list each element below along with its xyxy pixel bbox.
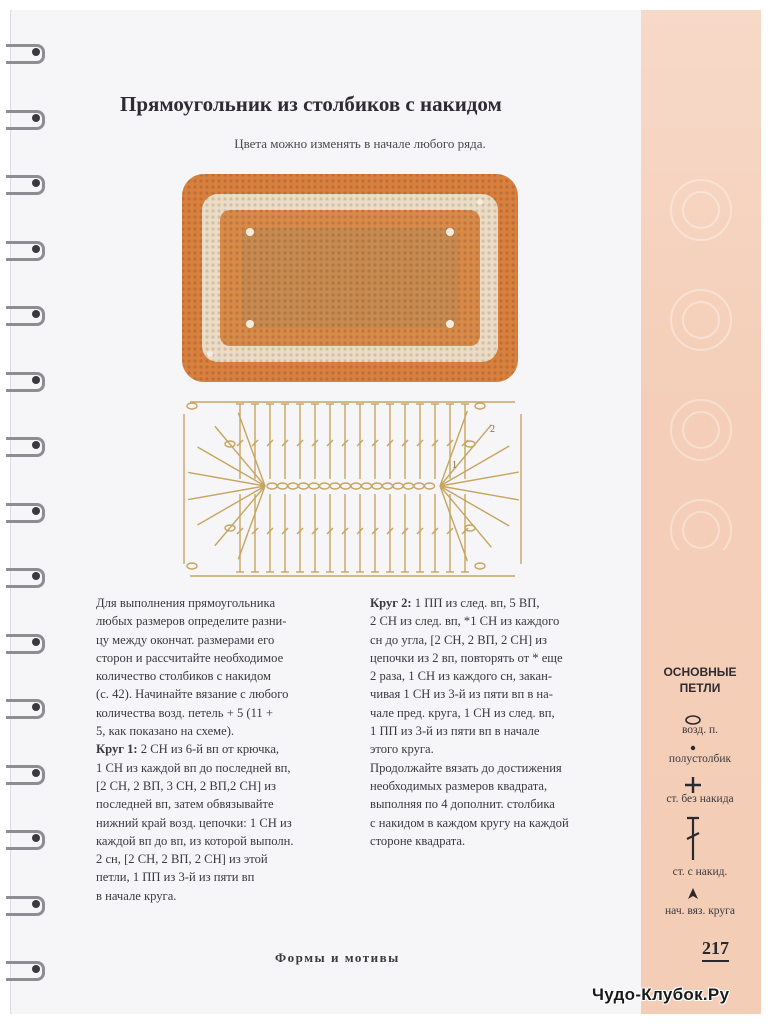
continue-line-4: стороне квадрата.	[370, 833, 466, 848]
round2-line-0: 1 ПП из след. вп, 5 ВП,	[411, 596, 540, 610]
round2-label: Круг 2:	[370, 596, 412, 610]
left-column-line-5: (с. 42). Начинайте вязание с любого	[96, 687, 289, 702]
round1-line-1: 1 СН из каждой вп до последней вп,	[96, 760, 291, 775]
page-subtitle: Цвета можно изменять в начале любого ряда.	[234, 136, 486, 151]
round2-line-3: цепочки из 2 вп, повторять от * еще	[370, 650, 563, 665]
round1-line-4: нижний край возд. цепочки: 1 СН из	[96, 815, 292, 830]
legend-title-line2: ПЕТЛИ	[679, 681, 721, 695]
instructions-right-column	[370, 594, 620, 850]
continue-line-1: необходимых размеров квадрата,	[370, 778, 548, 793]
left-column-line-3: сторон и рассчитайте необходимое	[96, 650, 284, 665]
crochet-rectangle-photo	[180, 172, 520, 384]
spiral-ring	[6, 961, 45, 981]
spiral-ring	[6, 896, 45, 916]
round2-line-1: 2 СН из след. вп, *1 СН из каждого	[370, 614, 560, 629]
round2-line-7: 1 ПП из 3-й из пяти вп в начале	[370, 724, 540, 739]
continue-line-0: Продолжайте вязать до достижения	[370, 760, 562, 775]
page-number: 217	[702, 938, 729, 962]
legend-label-start: нач. вяз. круга	[665, 905, 735, 917]
spiral-ring	[6, 503, 45, 523]
plus-sc-icon	[678, 775, 708, 795]
spiral-ring	[6, 699, 45, 719]
spiral-ring	[6, 437, 45, 457]
round2-line-6: чале пред. круга, 1 СН из след. вп,	[370, 705, 555, 720]
left-column-line-6: количества возд. петель + 5 (11 +	[96, 705, 273, 720]
legend-label-slip: полустолбик	[668, 753, 732, 765]
spiral-ring	[6, 830, 45, 850]
spiral-ring	[6, 110, 45, 130]
instructions-left-column	[96, 594, 344, 905]
round2-line-4: 2 раза, 1 СН из каждого сн, закан-	[370, 669, 553, 684]
spiral-ring	[6, 241, 45, 261]
round1-line-7: петли, 1 ПП из 3-й из пяти вп	[96, 870, 255, 885]
round1-line-6: 2 сн, [2 СН, 2 ВП, 2 СН] из этой	[96, 852, 268, 867]
spiral-binding	[0, 30, 50, 1010]
round-1-label: 1	[452, 460, 457, 471]
spiral-ring	[6, 765, 45, 785]
round2-line-2: сн до угла, [2 СН, 2 ВП, 2 СН] из	[370, 632, 547, 647]
round1-line-8: в начале круга.	[96, 888, 177, 903]
spiral-ring	[6, 372, 45, 392]
continue-line-3: с накидом в каждом кругу на каждой	[370, 815, 569, 830]
page-title: Прямоугольник из столбиков с накидом	[120, 92, 502, 116]
round1-line-0: 2 СН из 6-й вп от крючка,	[137, 742, 280, 757]
round2-line-8: этого круга.	[370, 742, 434, 757]
legend-label-dc: ст. с накид.	[672, 866, 728, 878]
round1-line-3: последней вп, затем обвязывайте	[96, 797, 274, 812]
round2-line-5: чивая 1 СН из 3-й из пяти вп в на-	[370, 687, 553, 702]
left-column-line-4: количество столбиков с накидом	[96, 669, 271, 684]
legend-label-sc: ст. без накида	[666, 793, 734, 805]
decorative-pattern-icon	[641, 170, 761, 550]
round1-label-line	[96, 740, 344, 758]
left-column-line-0: Для выполнения прямоугольника	[96, 596, 276, 610]
round-2-label: 2	[490, 424, 495, 435]
round1-line-2: [2 СН, 2 ВП, 3 СН, 2 ВП,2 СН] из	[96, 778, 276, 793]
spiral-ring	[6, 306, 45, 326]
legend-label-chain: возд. п.	[681, 724, 719, 736]
section-footer: Формы и мотивы	[275, 950, 400, 965]
spiral-ring	[6, 634, 45, 654]
pattern-sidebar	[641, 10, 761, 1014]
round1-label: Круг 1:	[96, 742, 138, 757]
legend-title-line1: ОСНОВНЫЕ	[663, 665, 737, 679]
legend-title	[648, 664, 752, 696]
spiral-ring	[6, 175, 45, 195]
crochet-chart-diagram	[180, 394, 525, 584]
left-column-line-7: 5, как показано на схеме).	[96, 724, 235, 739]
spiral-ring	[6, 44, 45, 64]
crossed-dc-icon	[678, 815, 708, 863]
spiral-ring	[6, 568, 45, 588]
round1-line-5: каждой вп до вп, из которой выполн.	[96, 833, 294, 848]
site-watermark: Чудо-Клубок.Ру	[592, 985, 730, 1004]
continue-line-2: выполняя по 4 дополнит. столбика	[370, 797, 555, 812]
arrow-start-icon	[678, 884, 708, 904]
left-column-line-2: цу между окончат. размерами его	[96, 632, 275, 647]
left-column-line-1: любых размеров определите разни-	[96, 614, 287, 629]
round2-label-line	[370, 594, 620, 612]
